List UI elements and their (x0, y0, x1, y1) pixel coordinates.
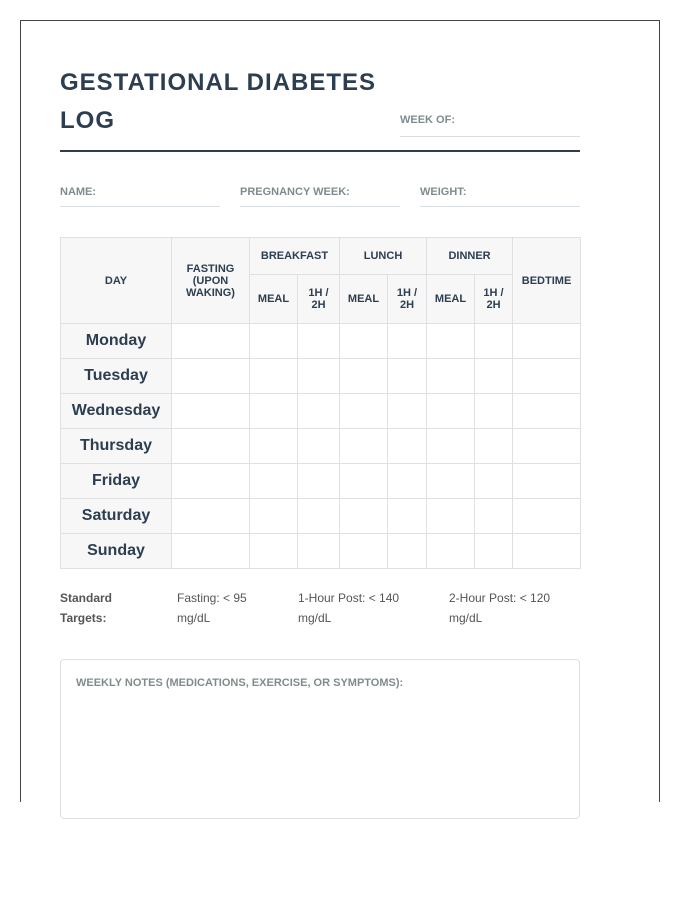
targets-label: Standard Targets: (60, 591, 113, 625)
lunch-meal-cell[interactable] (340, 534, 388, 569)
breakfast-meal-cell[interactable] (250, 359, 298, 394)
fasting-cell[interactable] (172, 464, 250, 499)
dinner-post-cell[interactable] (475, 534, 513, 569)
day-label: Sunday (61, 534, 172, 569)
breakfast-post-cell[interactable] (298, 534, 340, 569)
dinner-header: DINNER (427, 238, 513, 275)
day-label: Monday (61, 324, 172, 359)
lunch-meal-header: MEAL (340, 275, 388, 324)
breakfast-meal-cell[interactable] (250, 499, 298, 534)
day-header: DAY (61, 238, 172, 324)
fasting-cell[interactable] (172, 324, 250, 359)
page-title: GESTATIONAL DIABETES LOG (60, 69, 377, 134)
two-hour-target: 2-Hour Post: < 120 mg/dL (449, 591, 551, 625)
lunch-header: LUNCH (340, 238, 427, 275)
one-hour-target: 1-Hour Post: < 140 mg/dL (298, 591, 400, 625)
dinner-post-cell[interactable] (475, 429, 513, 464)
breakfast-post-cell[interactable] (298, 324, 340, 359)
fasting-header: FASTING (UPON WAKING) (172, 238, 250, 324)
dinner-post-cell[interactable] (475, 324, 513, 359)
weekly-notes-label: WEEKLY NOTES (MEDICATIONS, EXERCISE, OR SYMPTOMS): (76, 677, 404, 689)
info-fields (60, 186, 580, 208)
fasting-target: Fasting: < 95 mg/dL (177, 591, 247, 625)
dinner-post-cell[interactable] (475, 464, 513, 499)
breakfast-header: BREAKFAST (250, 238, 340, 275)
table-row (61, 464, 581, 499)
lunch-meal-cell[interactable] (340, 464, 388, 499)
day-label: Thursday (61, 429, 172, 464)
dinner-meal-cell[interactable] (427, 464, 475, 499)
lunch-meal-cell[interactable] (340, 429, 388, 464)
breakfast-post-cell[interactable] (298, 499, 340, 534)
breakfast-meal-cell[interactable] (250, 324, 298, 359)
lunch-post-cell[interactable] (388, 429, 427, 464)
bedtime-cell[interactable] (513, 429, 581, 464)
breakfast-meal-cell[interactable] (250, 394, 298, 429)
dinner-meal-cell[interactable] (427, 394, 475, 429)
lunch-post-cell[interactable] (388, 359, 427, 394)
lunch-post-cell[interactable] (388, 324, 427, 359)
dinner-meal-cell[interactable] (427, 359, 475, 394)
table-row (61, 324, 581, 359)
dinner-post-cell[interactable] (475, 359, 513, 394)
table-row (61, 499, 581, 534)
breakfast-post-cell[interactable] (298, 464, 340, 499)
fasting-cell[interactable] (172, 359, 250, 394)
fasting-cell[interactable] (172, 534, 250, 569)
dinner-post-cell[interactable] (475, 394, 513, 429)
breakfast-post-cell[interactable] (298, 429, 340, 464)
lunch-post-cell[interactable] (388, 499, 427, 534)
breakfast-meal-cell[interactable] (250, 464, 298, 499)
lunch-post-cell[interactable] (388, 394, 427, 429)
glucose-log-table (60, 237, 581, 569)
breakfast-post-header: 1H / 2H (298, 275, 340, 324)
breakfast-meal-cell[interactable] (250, 429, 298, 464)
bedtime-cell[interactable] (513, 499, 581, 534)
dinner-post-header: 1H / 2H (475, 275, 513, 324)
breakfast-post-cell[interactable] (298, 394, 340, 429)
dinner-meal-cell[interactable] (427, 429, 475, 464)
breakfast-post-cell[interactable] (298, 359, 340, 394)
day-label: Tuesday (61, 359, 172, 394)
bedtime-cell[interactable] (513, 464, 581, 499)
day-label: Friday (61, 464, 172, 499)
bedtime-cell[interactable] (513, 394, 581, 429)
lunch-meal-cell[interactable] (340, 324, 388, 359)
lunch-post-cell[interactable] (388, 534, 427, 569)
table-row (61, 534, 581, 569)
lunch-meal-cell[interactable] (340, 394, 388, 429)
bedtime-cell[interactable] (513, 359, 581, 394)
fasting-cell[interactable] (172, 394, 250, 429)
weekly-notes-box[interactable] (60, 659, 580, 819)
lunch-meal-cell[interactable] (340, 359, 388, 394)
bedtime-header: BEDTIME (513, 238, 581, 324)
table-row (61, 359, 581, 394)
dinner-meal-cell[interactable] (427, 324, 475, 359)
week-of-field[interactable]: WEEK OF: (400, 114, 580, 137)
lunch-post-header: 1H / 2H (388, 275, 427, 324)
day-label: Wednesday (61, 394, 172, 429)
day-label: Saturday (61, 499, 172, 534)
name-field[interactable]: NAME: (60, 186, 220, 207)
header (60, 64, 580, 152)
table-row (61, 394, 581, 429)
lunch-post-cell[interactable] (388, 464, 427, 499)
dinner-meal-cell[interactable] (427, 499, 475, 534)
fasting-cell[interactable] (172, 429, 250, 464)
bedtime-cell[interactable] (513, 534, 581, 569)
table-row (61, 429, 581, 464)
standard-targets (60, 588, 580, 628)
bedtime-cell[interactable] (513, 324, 581, 359)
fasting-cell[interactable] (172, 499, 250, 534)
breakfast-meal-cell[interactable] (250, 534, 298, 569)
weight-field[interactable]: WEIGHT: (420, 186, 580, 207)
dinner-post-cell[interactable] (475, 499, 513, 534)
lunch-meal-cell[interactable] (340, 499, 388, 534)
breakfast-meal-header: MEAL (250, 275, 298, 324)
dinner-meal-cell[interactable] (427, 534, 475, 569)
pregnancy-week-field[interactable]: PREGNANCY WEEK: (240, 186, 400, 207)
dinner-meal-header: MEAL (427, 275, 475, 324)
